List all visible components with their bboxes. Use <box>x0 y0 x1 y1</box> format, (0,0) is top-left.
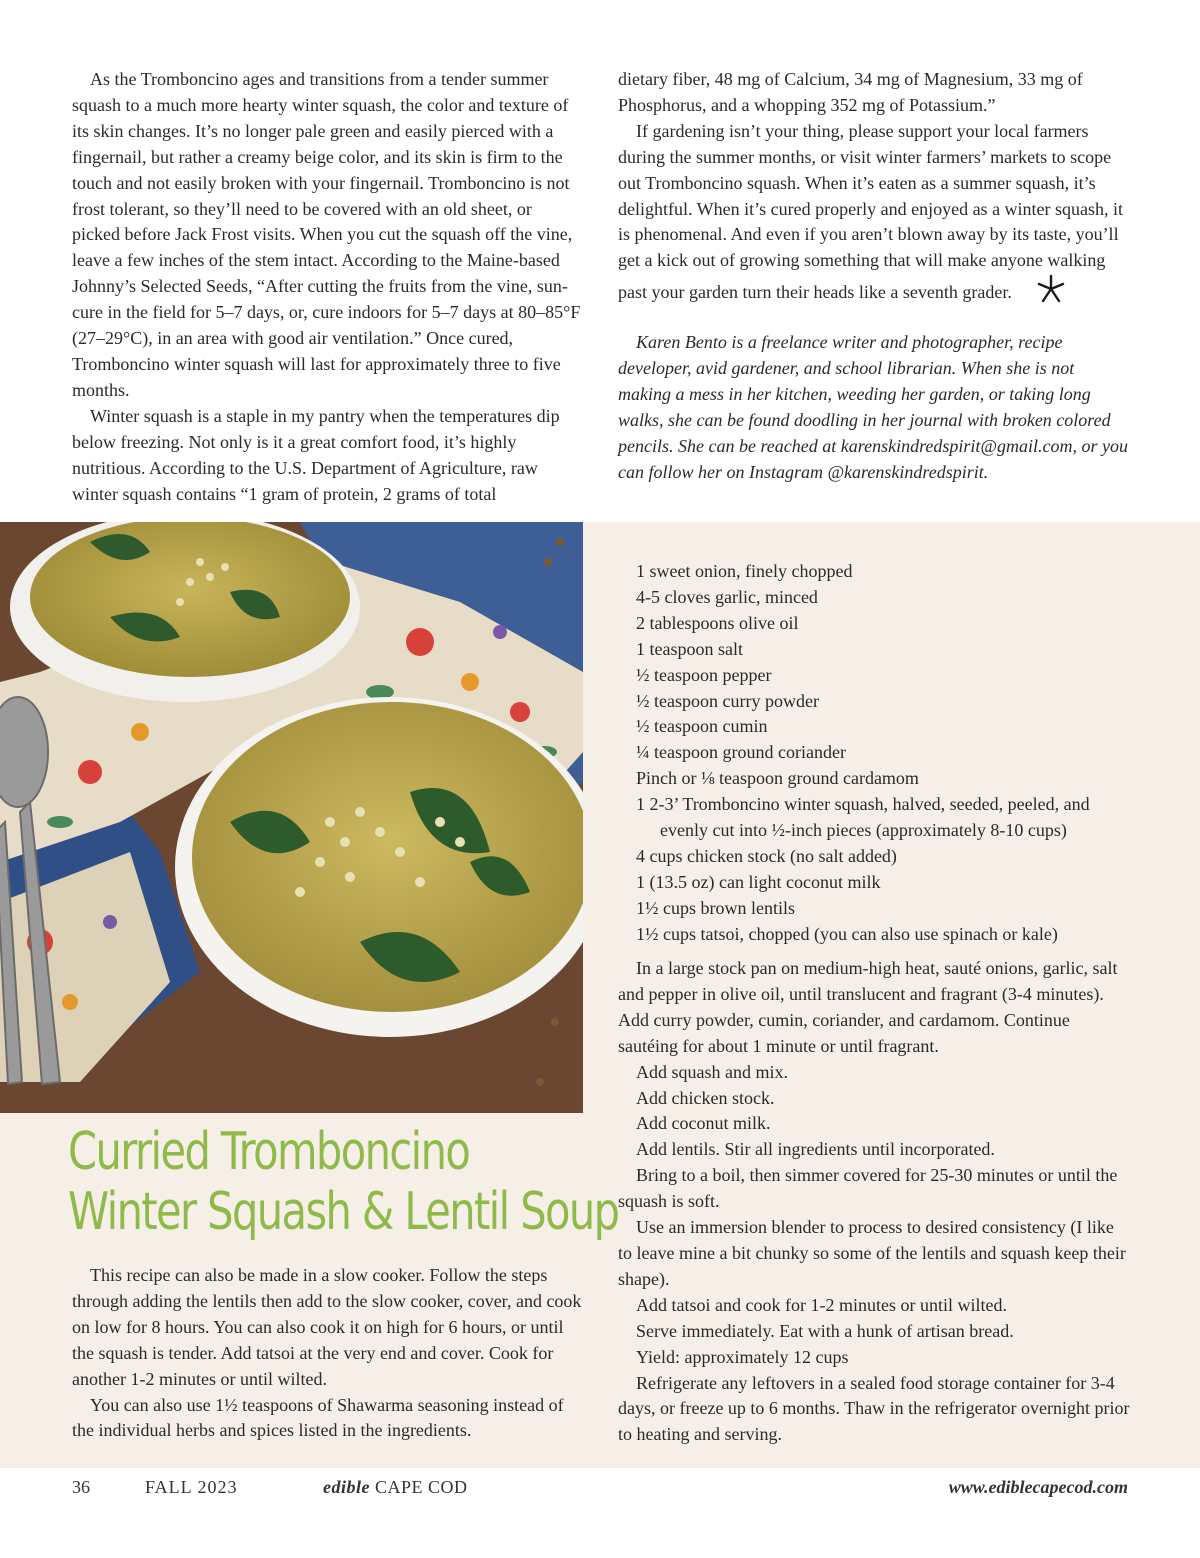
recipe-intro-paragraph: This recipe can also be made in a slow cooker. Follow the steps through adding the lentils then add to the slow cooker, cover, and cook on low for 8 hours. You can also cook it on high for 6 hours, or until the squash is tender. Add tatsoi at the very end and cover. Cook for another 1-2 minutes or until wilted. <box>72 1265 582 1389</box>
instruction-step: In a large stock pan on medium-high heat, sauté onions, garlic, salt and pepper in olive oil, until translucent and fragrant (3-4 minutes). Add curry powder, cumin, coriander, and cardamom. Continue sautéing for about 1 minute or until fragrant. <box>618 958 1118 1056</box>
recipe-intro-paragraph: You can also use 1½ teaspoons of Shawarma seasoning instead of the individual herbs and spices listed in the ingredients. <box>72 1394 564 1441</box>
ingredient-item: 1½ cups brown lentils <box>636 897 795 918</box>
instruction-step: Use an immersion blender to process to desired consistency (I like to leave mine a bit chunky so some of the lentils and squash keep their shape). <box>618 1217 1126 1289</box>
recipe-title-line-2: Winter Squash & Lentil Soup <box>68 1182 619 1242</box>
ingredient-item: 2 tablespoons olive oil <box>636 612 799 633</box>
ingredients-list <box>636 559 1136 948</box>
recipe-title-line-1: Curried Tromboncino <box>68 1122 470 1182</box>
ingredient-item: ½ teaspoon pepper <box>636 664 772 685</box>
instruction-step: Add coconut milk. <box>636 1113 771 1134</box>
ingredient-item: ½ teaspoon curry powder <box>636 690 819 711</box>
ingredient-item: 4-5 cloves garlic, minced <box>636 586 818 607</box>
author-bio: Karen Bento is a freelance writer and photographer, recipe developer, avid gardener, and school librarian. When she is not making a mess in her kitchen, weeding her garden, or taking long walks, she can be found doodling in her journal with broken colored pencils. She can be reached at karenskindredspirit@gmail.com, or you can follow her on Instagram @karenskindredspirit. <box>618 332 1128 482</box>
issue-label: FALL 2023 <box>145 1477 238 1497</box>
article-column-left <box>72 67 584 507</box>
article-column-right <box>618 67 1130 486</box>
publication-name-rest: CAPE COD <box>374 1477 468 1497</box>
instruction-step: Add lentils. Stir all ingredients until incorporated. <box>636 1139 995 1160</box>
instruction-step: Yield: approximately 12 cups <box>636 1346 849 1367</box>
instruction-step: Refrigerate any leftovers in a sealed food storage container for 3-4 days, or freeze up to 6 months. Thaw in the refrigerator overnight prior to heating and serving. <box>618 1372 1130 1445</box>
ingredient-item: 1 sweet onion, finely chopped <box>636 561 853 581</box>
ingredient-item: 4 cups chicken stock (no salt added) <box>636 845 897 866</box>
recipe-title <box>68 1122 619 1242</box>
page-number: 36 <box>72 1477 90 1497</box>
article-paragraph <box>618 119 1130 312</box>
instruction-step: Serve immediately. Eat with a hunk of artisan bread. <box>636 1320 1014 1341</box>
recipe-intro <box>72 1263 584 1444</box>
website-link[interactable]: www.ediblecapecod.com <box>948 1477 1128 1497</box>
instruction-step: Bring to a boil, then simmer covered for 25-30 minutes or until the squash is soft. <box>618 1165 1118 1212</box>
ingredient-item: 1 (13.5 oz) can light coconut milk <box>636 871 881 892</box>
star-icon <box>1018 274 1066 312</box>
publication-name-italic: edible <box>323 1477 370 1497</box>
ingredient-item: ½ teaspoon cumin <box>636 716 768 737</box>
article-paragraph: dietary fiber, 48 mg of Calcium, 34 mg of Magnesium, 33 mg of Phosphorus, and a whopping 352 mg of Potassium.” <box>618 69 1083 115</box>
article-paragraph: Winter squash is a staple in my pantry when the temperatures dip below freezing. Not only is it a great comfort food, it’s highly nutritious. According to the U.S. Department of Agriculture, raw winter squash contains “1 gram of protein, 2 grams of total <box>72 405 560 504</box>
article-paragraph-text: If gardening isn’t your thing, please support your local farmers during the summer months, or visit winter farmers’ markets to scope out Tromboncino squash. When it’s eaten as a summer squash, it’s delightful. When it’s cured properly and enjoyed as a winter squash, it is phenomenal. And even if you aren’t blown away by its taste, you’ll get a kick out of growing something that will make anyone walking past your garden turn their heads like a seventh grader. <box>618 120 1124 303</box>
ingredient-item: ¼ teaspoon ground coriander <box>636 742 846 763</box>
instruction-step: Add chicken stock. <box>636 1087 775 1108</box>
article-paragraph: As the Tromboncino ages and transitions from a tender summer squash to a much more hearty winter squash, the color and texture of its skin changes. It’s no longer pale green and easily pierced with a fingernail, but rather a creamy beige color, and its skin is firm to the touch and not easily broken with your fingernail. Tromboncino is not frost tolerant, so they’ll need to be covered with an old sheet, or picked before Jack Frost visits. When you cut the squash off the vine, leave a few inches of the stem intact. According to the Maine-based Johnny’s Selected Seeds, “After cutting the fruits from the vine, sun-cure in the field for 5–7 days, or, cure indoors for 5–7 days at 80–85°F (27–29°C), in an area with good air ventilation.” Once cured, Tromboncino winter squash will last for approximately three to five months. <box>72 69 581 400</box>
publication-name <box>323 1475 468 1499</box>
ingredient-item: 1 2-3’ Tromboncino winter squash, halved, seeded, peeled, and evenly cut into ½-inch pieces (approximately 8-10 cups) <box>636 794 1090 841</box>
instruction-step: Add squash and mix. <box>636 1061 788 1082</box>
instructions <box>618 956 1130 1448</box>
ingredient-item: Pinch or ⅛ teaspoon ground cardamom <box>636 768 919 789</box>
ingredient-item: 1 teaspoon salt <box>636 638 743 659</box>
ingredient-item: 1½ cups tatsoi, chopped (you can also use spinach or kale) <box>636 923 1058 944</box>
soup-photo <box>0 522 583 1113</box>
instruction-step: Add tatsoi and cook for 1-2 minutes or until wilted. <box>636 1294 1007 1315</box>
